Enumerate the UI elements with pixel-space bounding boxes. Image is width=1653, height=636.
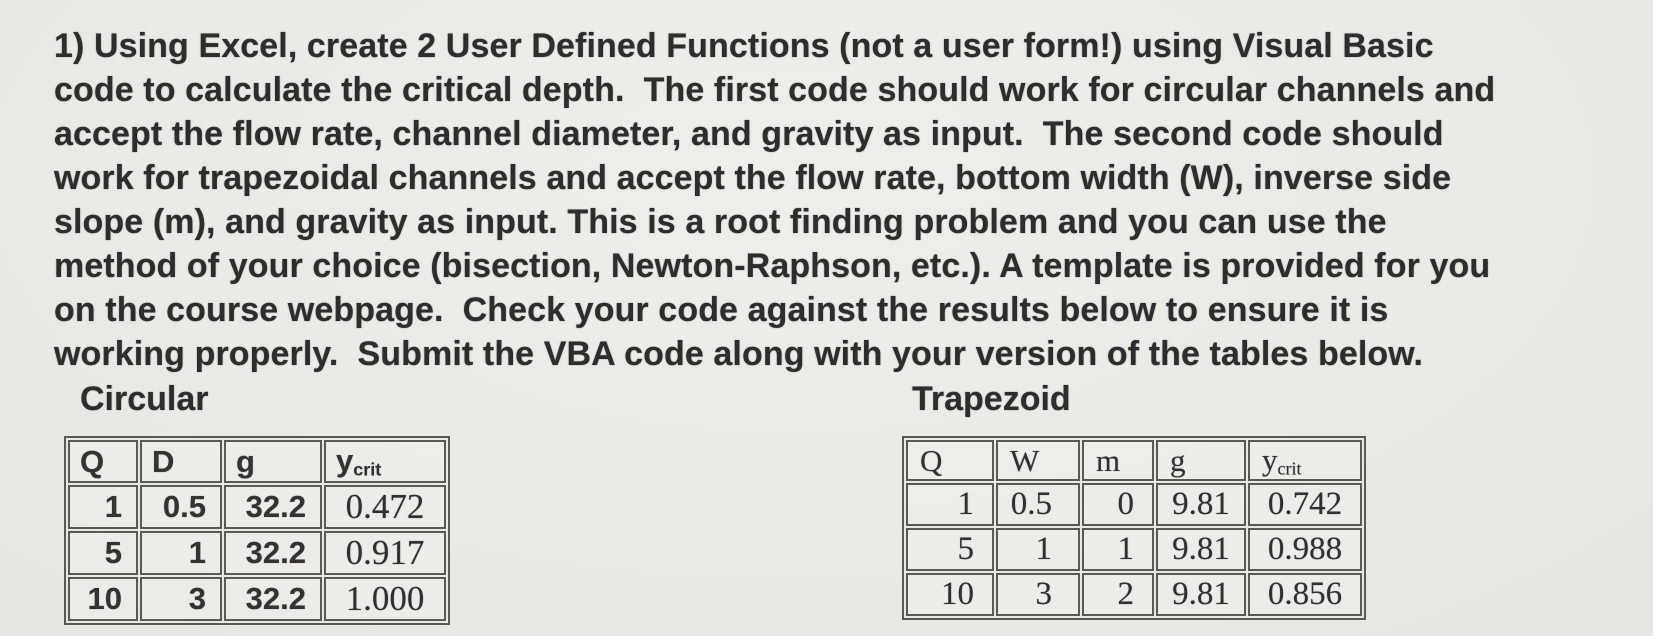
circular-cell-ycrit-0: 0.472 [324, 485, 446, 529]
trapezoid-header-w: W [996, 440, 1080, 481]
paragraph-line: on the course webpage. Check your code against the results below to ensure it is [54, 291, 1389, 329]
circular-cell-g-1: 32.2 [224, 531, 322, 575]
trapezoid-table-label: Trapezoid [912, 380, 1071, 418]
trapezoid-cell-g-0: 9.81 [1156, 483, 1246, 526]
trapezoid-cell-q-2: 10 [906, 573, 994, 616]
circular-cell-d-1: 1 [140, 531, 222, 575]
trapezoid-cell-m-1: 1 [1082, 528, 1154, 571]
trapezoid-cell-ycrit-0: 0.742 [1248, 483, 1362, 526]
trapezoid-cell-w-2: 3 [996, 573, 1080, 616]
circular-header-q: Q [68, 440, 138, 483]
trapezoid-header-q: Q [906, 440, 994, 481]
trapezoid-cell-m-0: 0 [1082, 483, 1154, 526]
paragraph-line: accept the flow rate, channel diameter, and gravity as input. The second code should [54, 115, 1444, 153]
trapezoid-cell-q-0: 1 [906, 483, 994, 526]
ycrit-symbol: y [1262, 442, 1278, 477]
trapezoid-cell-ycrit-2: 0.856 [1248, 573, 1362, 616]
circular-cell-g-2: 32.2 [224, 577, 322, 621]
trapezoid-cell-ycrit-1: 0.988 [1248, 528, 1362, 571]
circular-table [64, 436, 450, 625]
table-row [68, 485, 446, 529]
problem-statement [54, 24, 1653, 376]
trapezoid-cell-m-2: 2 [1082, 573, 1154, 616]
circular-table-label: Circular [80, 380, 209, 418]
trapezoid-header-g: g [1156, 440, 1246, 481]
paragraph-line: method of your choice (bisection, Newton-Raphson, etc.). A template is provided for you [54, 247, 1491, 285]
trapezoid-header-ycrit [1248, 440, 1362, 481]
trapezoid-cell-q-1: 5 [906, 528, 994, 571]
circular-header-d: D [140, 440, 222, 483]
circular-header-ycrit [324, 440, 446, 483]
circular-cell-d-0: 0.5 [140, 485, 222, 529]
ycrit-symbol: y [336, 442, 354, 478]
circular-header-g: g [224, 440, 322, 483]
trapezoid-cell-w-0: 0.5 [996, 483, 1080, 526]
circular-cell-ycrit-2: 1.000 [324, 577, 446, 621]
trapezoid-cell-w-1: 1 [996, 528, 1080, 571]
circular-cell-d-2: 3 [140, 577, 222, 621]
table-row [68, 577, 446, 621]
trapezoid-header-row [906, 440, 1362, 481]
trapezoid-cell-g-2: 9.81 [1156, 573, 1246, 616]
table-row [906, 483, 1362, 526]
paragraph-line: slope (m), and gravity as input. This is a root finding problem and you can use the [54, 203, 1387, 241]
table-row [906, 528, 1362, 571]
circular-header-row [68, 440, 446, 483]
circular-cell-q-0: 1 [68, 485, 138, 529]
ycrit-subscript: crit [1277, 458, 1302, 479]
circular-cell-q-2: 10 [68, 577, 138, 621]
paragraph-line: work for trapezoidal channels and accept the flow rate, bottom width (W), inverse side [54, 159, 1452, 197]
table-row [906, 573, 1362, 616]
table-row [68, 531, 446, 575]
trapezoid-table [902, 436, 1366, 620]
circular-cell-g-0: 32.2 [224, 485, 322, 529]
paragraph-line: code to calculate the critical depth. The first code should work for circular channels and [54, 71, 1496, 109]
trapezoid-cell-g-1: 9.81 [1156, 528, 1246, 571]
paragraph-line: working properly. Submit the VBA code along with your version of the tables below. [54, 335, 1424, 373]
paragraph-line: 1) Using Excel, create 2 User Defined Functions (not a user form!) using Visual Basic [54, 27, 1434, 65]
trapezoid-header-m: m [1082, 440, 1154, 481]
circular-cell-ycrit-1: 0.917 [324, 531, 446, 575]
circular-cell-q-1: 5 [68, 531, 138, 575]
ycrit-subscript: crit [353, 459, 382, 480]
